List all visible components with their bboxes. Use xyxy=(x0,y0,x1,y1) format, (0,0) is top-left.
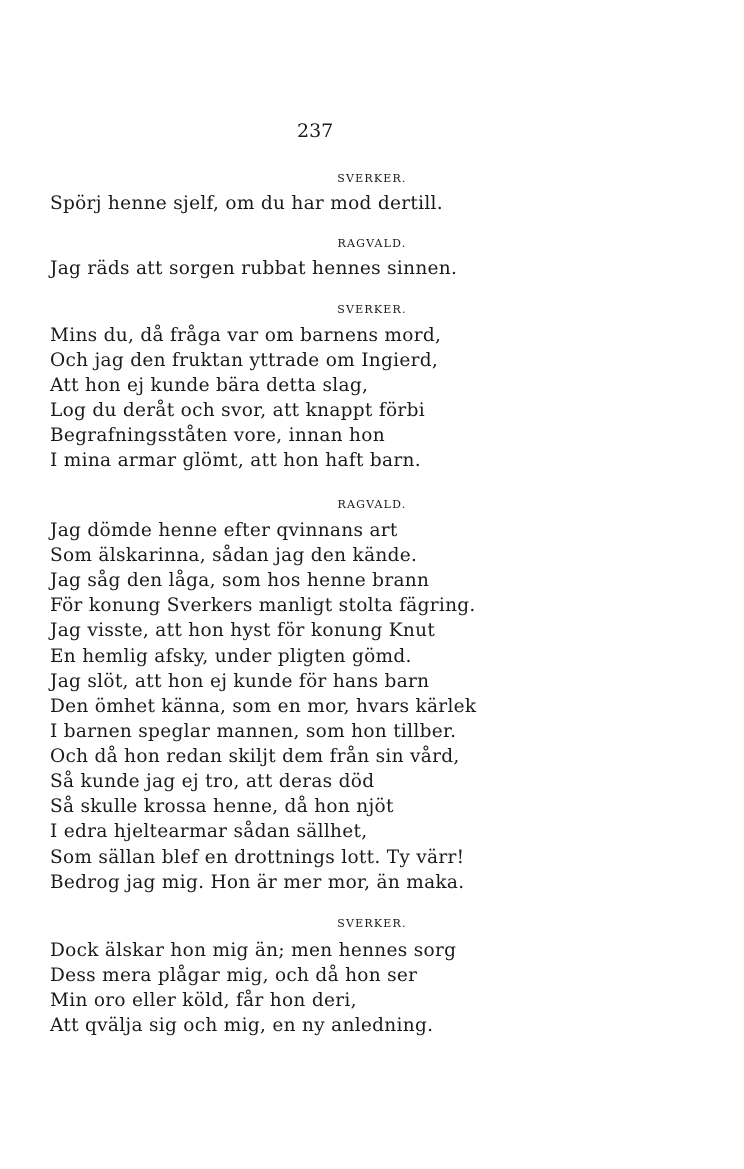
verse-line: Att qvälja sig och mig, en ny anledning. xyxy=(50,1015,434,1036)
verse-line: Jag visste, att hon hyst för konung Knut xyxy=(50,620,436,641)
page-number: 237 xyxy=(297,120,334,142)
speaker-name: SVERKER. xyxy=(337,917,407,930)
verse-line: I edra hjeltearmar sådan sällhet, xyxy=(50,821,368,842)
verse-line: Spörj henne sjelf, om du har mod dertill. xyxy=(50,193,443,214)
verse-line: Så skulle krossa henne, då hon njöt xyxy=(50,796,394,817)
verse-line: Jag såg den låga, som hos henne brann xyxy=(50,570,430,591)
verse-line: Att hon ej kunde bära detta slag, xyxy=(50,375,369,396)
verse-line: Så kunde jag ej tro, att deras död xyxy=(50,771,375,792)
verse-line: Begrafningsståten vore, innan hon xyxy=(50,425,385,446)
verse-line: Jag dömde henne efter qvinnans art xyxy=(50,520,398,541)
speaker-name: RAGVALD. xyxy=(337,498,407,511)
verse-line: Som älskarinna, sådan jag den kände. xyxy=(50,545,418,566)
verse-line: I mina armar glömt, att hon haft barn. xyxy=(50,450,421,471)
speaker-name: SVERKER. xyxy=(337,172,407,185)
verse-line: I barnen speglar mannen, som hon tillber. xyxy=(50,721,457,742)
verse-line: En hemlig afsky, under pligten gömd. xyxy=(50,646,412,667)
speaker-name: SVERKER. xyxy=(337,303,407,316)
verse-line: Och då hon redan skiljt dem från sin vård, xyxy=(50,746,460,767)
verse-line: Bedrog jag mig. Hon är mer mor, än maka. xyxy=(50,872,465,893)
verse-line: Och jag den fruktan yttrade om Ingierd, xyxy=(50,350,439,371)
verse-line: Den ömhet känna, som en mor, hvars kärlek xyxy=(50,696,477,717)
verse-line: Log du deråt och svor, att knappt förbi xyxy=(50,400,425,421)
verse-line: Mins du, då fråga var om barnens mord, xyxy=(50,325,442,346)
verse-line: Dock älskar hon mig än; men hennes sorg xyxy=(50,940,457,961)
verse-line: Min oro eller köld, får hon deri, xyxy=(50,990,357,1011)
verse-line: Dess mera plågar mig, och då hon ser xyxy=(50,965,418,986)
verse-line: Jag slöt, att hon ej kunde för hans barn xyxy=(50,671,430,692)
speaker-name: RAGVALD. xyxy=(337,237,407,250)
verse-line: För konung Sverkers manligt stolta fägring. xyxy=(50,595,476,616)
verse-line: Som sällan blef en drottnings lott. Ty värr! xyxy=(50,847,465,868)
verse-line: Jag räds att sorgen rubbat hennes sinnen. xyxy=(50,258,458,279)
